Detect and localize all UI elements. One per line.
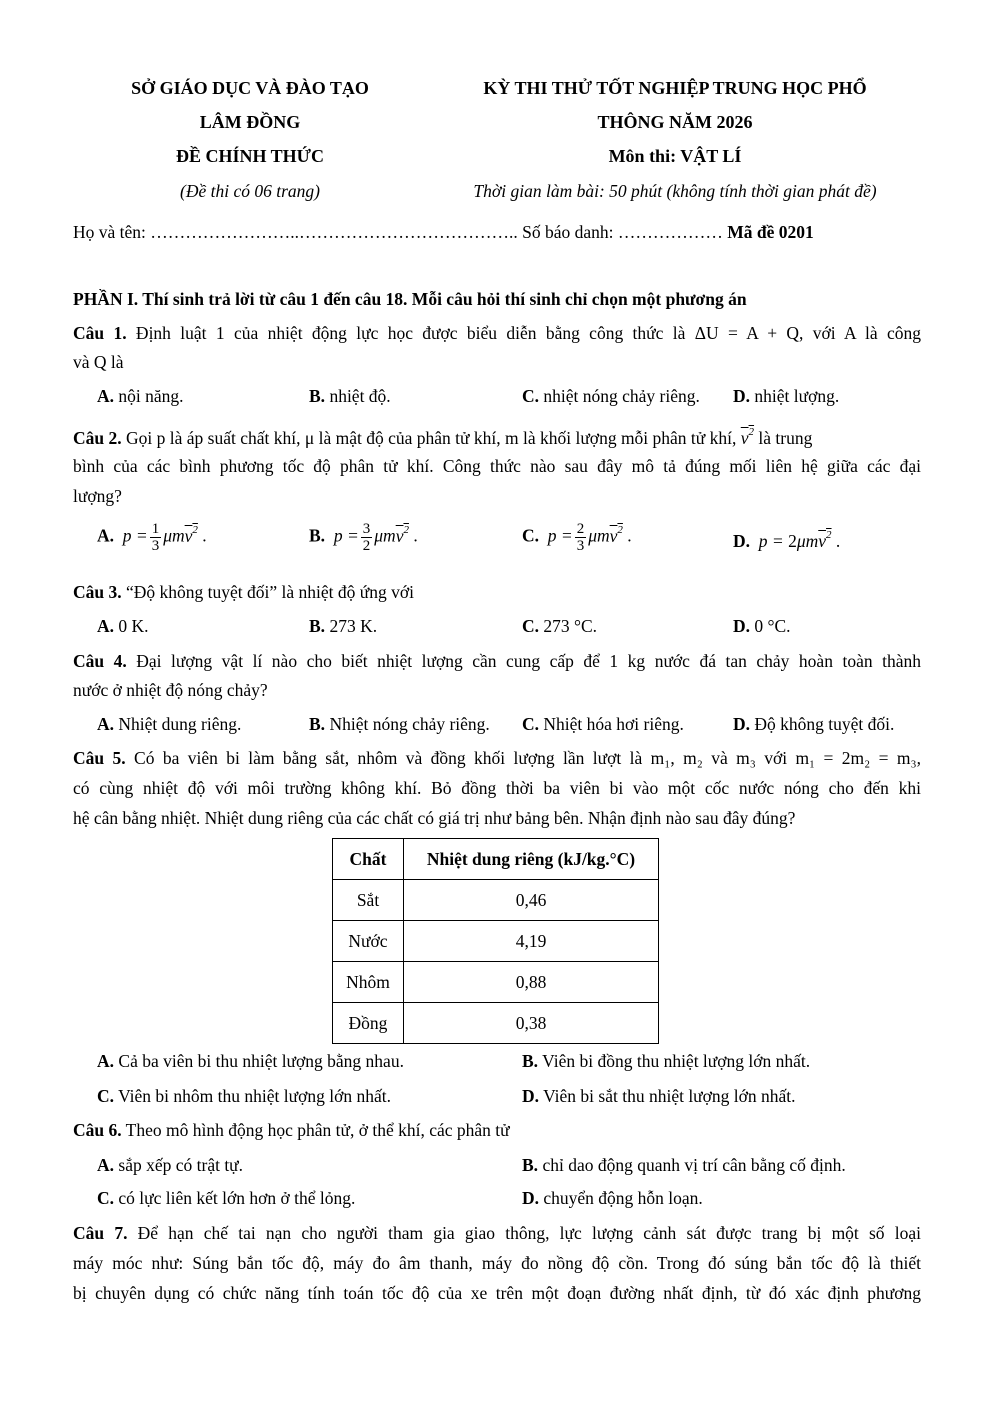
table-cell-substance: Sắt	[333, 880, 404, 921]
q3-option-a[interactable]: A. 0 K.	[97, 616, 149, 636]
q2-option-a[interactable]: A. p = $\frac{1}{3}$ μmv$^2$ .	[97, 521, 207, 554]
q3-text: Câu 3. “Độ không tuyệt đối” là nhiệt độ ứng với	[73, 582, 414, 602]
table-row	[333, 880, 659, 921]
q5-text-line3: hệ cân bằng nhiệt. Nhiệt dung riêng của các chất có giá trị như bảng bên. Nhận định nào sau đây đúng?	[73, 808, 796, 828]
q1-text-line1: Câu 1. Định luật 1 của nhiệt động lực học được biểu diễn bằng công thức là ΔU = A + Q, với A là công	[73, 323, 922, 343]
table-cell-value: 0,38	[404, 1003, 659, 1044]
table-header-substance: Chất	[333, 839, 404, 880]
q7-text-line1: Câu 7. Để hạn chế tai nạn cho người tham gia giao thông, lực lượng cảnh sát được trang bị một số loại	[73, 1223, 921, 1243]
official-exam-label: ĐỀ CHÍNH THỨC	[175, 146, 325, 166]
table-cell-substance: Nhôm	[333, 962, 404, 1003]
table-cell-value: 4,19	[404, 921, 659, 962]
department-name: SỞ GIÁO DỤC VÀ ĐÀO TẠO	[131, 78, 369, 98]
q4-text-line2: nước ở nhiệt độ nóng chảy?	[73, 680, 268, 700]
exam-title-line2: THÔNG NĂM 2026	[597, 112, 753, 132]
table-cell-value: 0,88	[404, 962, 659, 1003]
q5-text-line2: có cùng nhiệt độ với môi trường không khí. Bỏ đồng thời ba viên bi vào một cốc nước nóng cho đến khi	[73, 778, 921, 798]
q4-option-b[interactable]: B. Nhiệt nóng chảy riêng.	[309, 714, 490, 734]
table-header-specific-heat: Nhiệt dung riêng (kJ/kg.°C)	[404, 839, 659, 880]
q6-option-d[interactable]: D. chuyển động hỗn loạn.	[522, 1188, 703, 1208]
q5-option-d[interactable]: D. Viên bi sắt thu nhiệt lượng lớn nhất.	[522, 1086, 796, 1106]
q6-option-a[interactable]: A. sắp xếp có trật tự.	[97, 1155, 244, 1175]
q3-option-b[interactable]: B. 273 K.	[309, 616, 378, 636]
q7-text-line2: máy móc như: Súng bắn tốc độ, máy đo âm thanh, máy đo nồng độ cồn. Trong đó súng bắn tốc độ là thiết	[73, 1253, 921, 1273]
candidate-name-field[interactable]: Họ và tên: ……………………..……………………………….. Số báo danh: ………………	[73, 222, 728, 242]
q2-text-line2: bình của các bình phương tốc độ phân tử khí. Công thức nào sau đây mô tả đúng mối liên hệ giữa các đại	[73, 456, 921, 476]
q4-option-d[interactable]: D. Độ không tuyệt đối.	[733, 714, 895, 734]
q1-option-d[interactable]: D. nhiệt lượng.	[733, 386, 840, 406]
q3-option-c[interactable]: C. 273 °C.	[522, 616, 598, 636]
q5-option-a[interactable]: A. Cả ba viên bi thu nhiệt lượng bằng nhau.	[97, 1051, 404, 1071]
part1-title: PHẦN I. Thí sinh trả lời từ câu 1 đến câu 18. Mỗi câu hỏi thí sinh chỉ chọn một phương án	[73, 289, 747, 309]
q1-option-c[interactable]: C. nhiệt nóng chảy riêng.	[522, 386, 700, 406]
q2-option-b[interactable]: B. p = $\frac{3}{2}$ μmv$^2$ .	[309, 521, 418, 554]
q2-text-line3: lượng?	[73, 486, 122, 506]
q5-option-c[interactable]: C. Viên bi nhôm thu nhiệt lượng lớn nhất.	[97, 1086, 391, 1106]
table-row	[333, 921, 659, 962]
table-row	[333, 1003, 659, 1044]
q4-text-line1: Câu 4. Đại lượng vật lí nào cho biết nhiệt lượng cần cung cấp để 1 kg nước đá tan chảy hoàn toàn thành	[73, 651, 921, 671]
q2-option-c[interactable]: C. p = $\frac{2}{3}$ μmv$^2$ .	[522, 521, 632, 554]
q6-option-b[interactable]: B. chỉ dao động quanh vị trí cân bằng cố định.	[522, 1155, 846, 1175]
q2-text-line1: Câu 2. Gọi p là áp suất chất khí, μ là mật độ của phân tử khí, m là khối lượng mỗi phân tử khí, $v^2$ là trung	[73, 426, 813, 448]
q1-option-b[interactable]: B. nhiệt độ.	[309, 386, 391, 406]
candidate-info-line	[73, 222, 921, 243]
q2-option-d[interactable]: D. p = 2μmv$^2$ .	[733, 529, 841, 551]
exam-code: Mã đề 0201	[727, 222, 814, 242]
table-row	[333, 962, 659, 1003]
q3-option-d[interactable]: D. 0 °C.	[733, 616, 791, 636]
mean-square-speed-symbol: $v^2$	[740, 426, 755, 448]
table-header-row	[333, 839, 659, 880]
q4-option-c[interactable]: C. Nhiệt hóa hơi riêng.	[522, 714, 684, 734]
table-cell-substance: Đồng	[333, 1003, 404, 1044]
q4-option-a[interactable]: A. Nhiệt dung riêng.	[97, 714, 242, 734]
province-name: LÂM ĐỒNG	[199, 112, 301, 132]
exam-title-line1: KỲ THI THỬ TỐT NGHIỆP TRUNG HỌC PHỔ	[483, 78, 867, 98]
specific-heat-table	[332, 838, 659, 1044]
q7-text-line3: bị chuyên dụng có chức năng tính toán tốc độ của xe trên một đoạn đường nhất định, từ đó xác định phương	[73, 1283, 921, 1303]
table-cell-substance: Nước	[333, 921, 404, 962]
time-note: Thời gian làm bài: 50 phút (không tính thời gian phát đề)	[473, 181, 877, 201]
q1-option-a[interactable]: A. nội năng.	[97, 386, 184, 406]
q5-text-line1: Câu 5. Có ba viên bi làm bằng sắt, nhôm và đồng khối lượng lần lượt là m₁, m₂ và m₃ với m₁ = 2m₂ = m₃,	[73, 748, 921, 768]
q1-text-line2: và Q là	[73, 352, 124, 372]
page-count-note: (Đề thi có 06 trang)	[180, 181, 320, 201]
q5-option-b[interactable]: B. Viên bi đồng thu nhiệt lượng lớn nhất.	[522, 1051, 811, 1071]
q6-text: Câu 6. Theo mô hình động học phân tử, ở thể khí, các phân tử	[73, 1120, 510, 1140]
subject-label: Môn thi: VẬT LÍ	[608, 146, 742, 166]
table-cell-value: 0,46	[404, 880, 659, 921]
q6-option-c[interactable]: C. có lực liên kết lớn hơn ở thể lỏng.	[97, 1188, 356, 1208]
